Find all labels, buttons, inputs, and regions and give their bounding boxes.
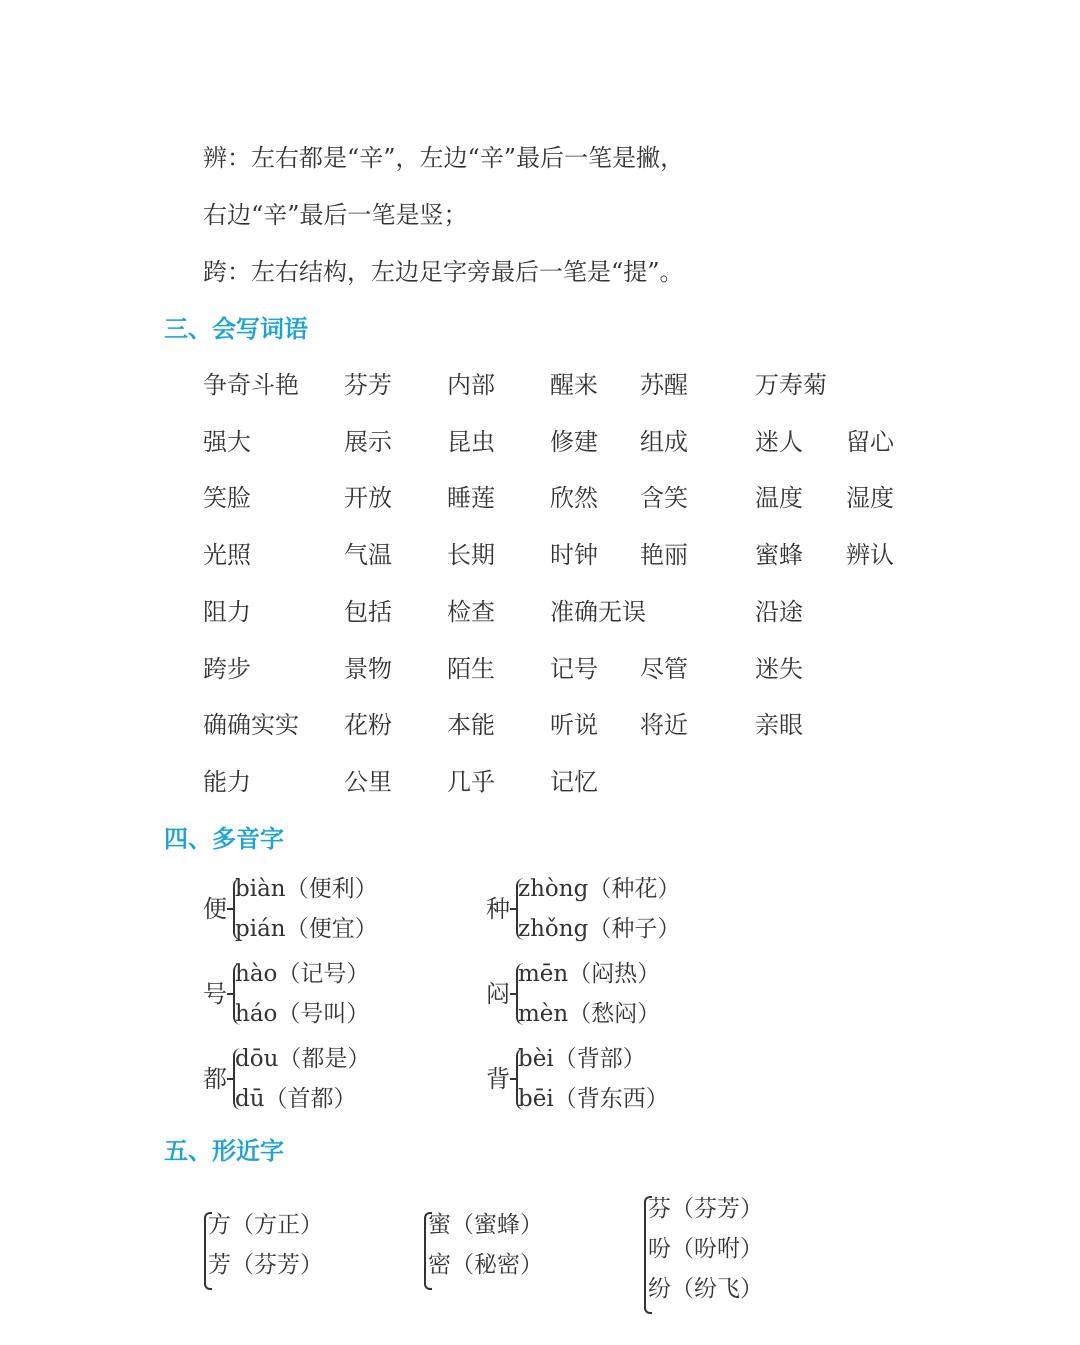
similar-entry: 蜜（蜜蜂） [428, 1212, 543, 1238]
polyphone-reading: pián（便宜） [235, 916, 378, 942]
word-item: 光照 [203, 541, 251, 569]
word-item: 醒来 [550, 371, 598, 399]
polyphone-reading: dū（首都） [235, 1086, 357, 1112]
word-item: 尽管 [640, 655, 688, 683]
word-item: 修建 [550, 428, 598, 456]
word-item: 含笑 [640, 484, 688, 512]
section-polyphone-title: 四、多音字 [164, 825, 284, 853]
intro-line-1: 辨：左右都是“辛”，左边“辛”最后一笔是撇， [203, 144, 685, 172]
similar-entry: 方（方正） [208, 1212, 323, 1238]
word-item: 花粉 [344, 711, 392, 739]
section-words-title: 三、会写词语 [164, 315, 308, 343]
word-item: 组成 [640, 428, 688, 456]
word-item: 听说 [550, 711, 598, 739]
word-item: 能力 [203, 768, 251, 796]
similar-entry: 芬（芬芳） [648, 1196, 763, 1222]
similar-entry: 密（秘密） [428, 1252, 543, 1278]
word-item: 本能 [447, 711, 495, 739]
similar-entry: 吩（吩咐） [648, 1236, 763, 1262]
polyphone-reading: bèi（背部） [518, 1046, 646, 1072]
intro-line-2: 右边“辛”最后一笔是竖； [203, 201, 468, 229]
word-item: 阻力 [203, 598, 251, 626]
word-item: 迷人 [755, 428, 803, 456]
polyphone-char: 都 [203, 1065, 227, 1093]
word-item: 长期 [447, 541, 495, 569]
polyphone-char: 背 [486, 1065, 510, 1093]
word-item: 万寿菊 [755, 371, 827, 399]
word-item: 几乎 [447, 768, 495, 796]
polyphone-reading: zhòng（种花） [518, 876, 681, 902]
word-item: 欣然 [550, 484, 598, 512]
polyphone-reading: hào（记号） [235, 961, 370, 987]
word-item: 强大 [203, 428, 251, 456]
word-item: 检查 [447, 598, 495, 626]
word-item: 陌生 [447, 655, 495, 683]
word-item: 温度 [755, 484, 803, 512]
polyphone-reading: dōu（都是） [235, 1046, 371, 1072]
intro-line-3: 跨：左右结构，左边足字旁最后一笔是“提”。 [203, 258, 684, 286]
polyphone-reading: biàn（便利） [235, 876, 378, 902]
word-item: 景物 [344, 655, 392, 683]
word-item: 留心 [846, 428, 894, 456]
word-item: 开放 [344, 484, 392, 512]
similar-entry: 纷（纷飞） [648, 1276, 763, 1302]
polyphone-char: 号 [203, 980, 227, 1008]
polyphone-char: 闷 [486, 980, 510, 1008]
word-item: 睡莲 [447, 484, 495, 512]
polyphone-reading: mēn（闷热） [518, 961, 661, 987]
word-item: 亲眼 [755, 711, 803, 739]
word-item: 争奇斗艳 [203, 371, 299, 399]
word-item: 包括 [344, 598, 392, 626]
word-item: 沿途 [755, 598, 803, 626]
word-item: 时钟 [550, 541, 598, 569]
word-item: 内部 [447, 371, 495, 399]
word-item: 苏醒 [640, 371, 688, 399]
word-item: 艳丽 [640, 541, 688, 569]
word-item: 湿度 [846, 484, 894, 512]
polyphone-reading: bēi（背东西） [518, 1086, 669, 1112]
similar-entry: 芳（芬芳） [208, 1252, 323, 1278]
word-item: 将近 [640, 711, 688, 739]
word-item: 蜜蜂 [755, 541, 803, 569]
polyphone-reading: mèn（愁闷） [518, 1001, 661, 1027]
polyphone-char: 种 [486, 895, 510, 923]
section-similar-title: 五、形近字 [164, 1137, 284, 1165]
polyphone-reading: háo（号叫） [235, 1001, 370, 1027]
word-item: 昆虫 [447, 428, 495, 456]
word-item: 确确实实 [203, 711, 299, 739]
word-item: 准确无误 [550, 598, 646, 626]
word-item: 芬芳 [344, 371, 392, 399]
word-item: 笑脸 [203, 484, 251, 512]
word-item: 跨步 [203, 655, 251, 683]
polyphone-char: 便 [203, 895, 227, 923]
word-item: 展示 [344, 428, 392, 456]
word-item: 气温 [344, 541, 392, 569]
word-item: 公里 [344, 768, 392, 796]
word-item: 记忆 [550, 768, 598, 796]
word-item: 辨认 [846, 541, 894, 569]
polyphone-reading: zhǒng（种子） [518, 916, 681, 942]
word-item: 迷失 [755, 655, 803, 683]
word-item: 记号 [550, 655, 598, 683]
